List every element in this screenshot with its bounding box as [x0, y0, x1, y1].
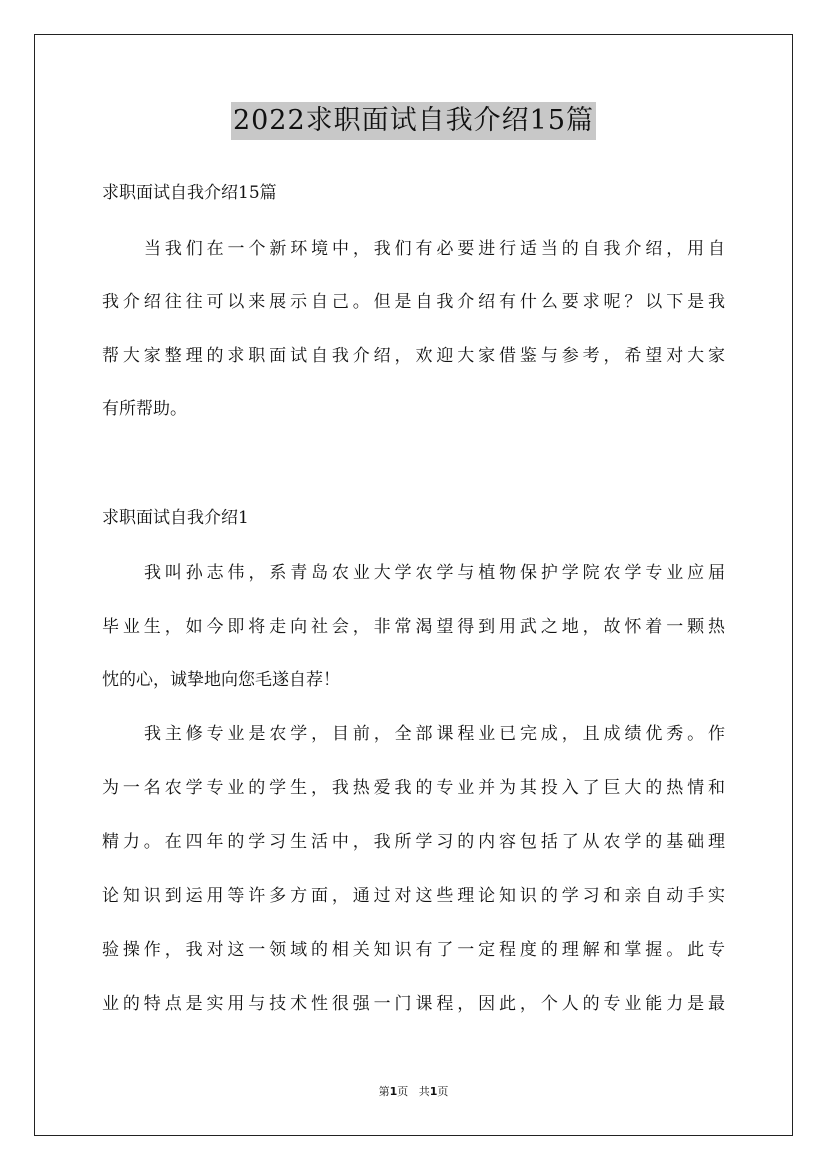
intro-line-1: 当我们在一个新环境中，我们有必要进行适当的自我介绍，用自: [144, 239, 725, 259]
para2-line-1: 我主修专业是农学，目前，全部课程业已完成，且成绩优秀。作: [144, 724, 725, 744]
page-footer: [0, 1083, 827, 1099]
subtitle: 求职面试自我介绍15篇: [102, 183, 277, 203]
page-number: 1: [389, 1085, 398, 1098]
para1-line-3: 忱的心，诚挚地向您毛遂自荐！: [102, 670, 340, 690]
para1-line-1: 我叫孙志伟，系青岛农业大学农学与植物保护学院农学专业应届: [144, 563, 725, 583]
page-unit: 页: [397, 1085, 409, 1098]
title-container: [0, 102, 827, 140]
section-heading: 求职面试自我介绍1: [102, 508, 249, 528]
para2-line-6: 业的特点是实用与技术性很强一门课程，因此，个人的专业能力是最: [102, 994, 725, 1014]
document-title: 2022求职面试自我介绍15篇: [231, 102, 596, 140]
intro-line-3: 帮大家整理的求职面试自我介绍，欢迎大家借鉴与参考，希望对大家: [102, 346, 725, 366]
total-pages: 1: [429, 1085, 438, 1098]
para2-line-5: 验操作，我对这一领域的相关知识有了一定程度的理解和掌握。此专: [102, 940, 725, 960]
intro-line-4: 有所帮助。: [102, 399, 187, 419]
intro-line-2: 我介绍往往可以来展示自己。但是自我介绍有什么要求呢？以下是我: [102, 292, 725, 312]
page-prefix: 第: [378, 1085, 390, 1098]
total-unit: 页: [437, 1085, 449, 1098]
total-prefix: 共: [418, 1085, 430, 1098]
para2-line-2: 为一名农学专业的学生，我热爱我的专业并为其投入了巨大的热情和: [102, 778, 725, 798]
para1-line-2: 毕业生，如今即将走向社会，非常渴望得到用武之地，故怀着一颗热: [102, 617, 725, 637]
para2-line-3: 精力。在四年的学习生活中，我所学习的内容包括了从农学的基础理: [102, 832, 725, 852]
para2-line-4: 论知识到运用等许多方面，通过对这些理论知识的学习和亲自动手实: [102, 886, 725, 906]
